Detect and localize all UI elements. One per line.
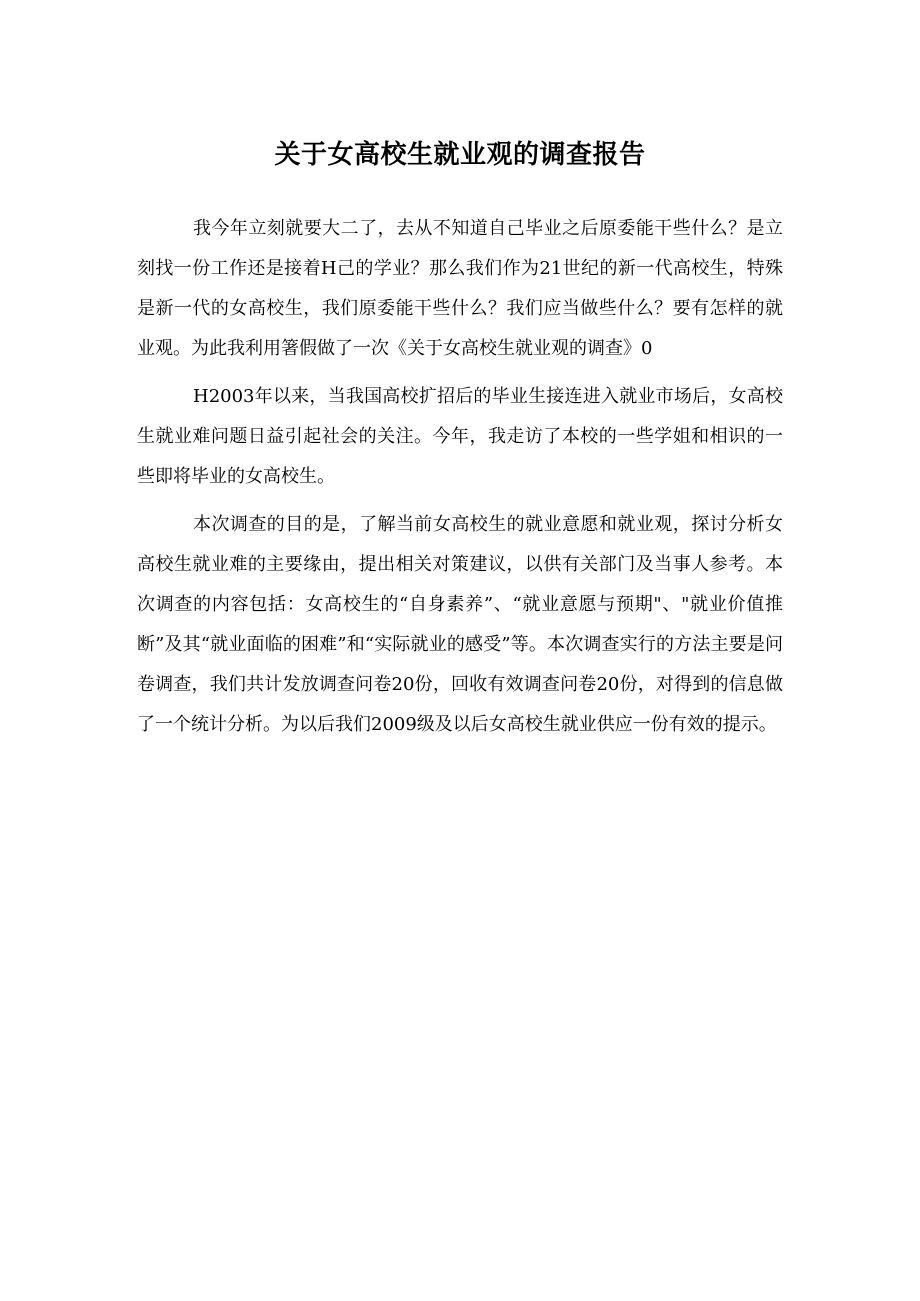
paragraph-survey-purpose: 本次调查的目的是，了解当前女高校生的就业意愿和就业观，探讨分析女高校生就业难的主要缘由，提出相关对策建议，以供有关部门及当事人参考。本次调查的内容包括：女高校生的“自身素养”、“就业意愿与预期"、"就业价值推断”及其“就业面临的困难”和“实际就业的感受”等。本次调查实行的方法主要是问卷调查，我们共计发放调查问卷20份，回收有效调查问卷20份，对得到的信息做了一个统计分析。为以后我们2009级及以后女高校生就业供应一份有效的提示。 xyxy=(137,514,783,735)
paragraph-intro: 我今年立刻就要大二了，去从不知道自己毕业之后原委能干些什么？是立刻找一份工作还是接着H己的学业？那么我们作为21世纪的新一代高校生，特殊是新一代的女高校生，我们原委能干些什么？我们应当做些什么？要有怎样的就业观。为此我利用箸假做了一次《关于女高校生就业观的调查》0 xyxy=(137,218,783,359)
document-body xyxy=(137,209,783,745)
paragraph-background: H2003年以来，当我国高校扩招后的毕业生接连进入就业市场后，女高校生就业难问题日益引起社会的关注。今年，我走访了本校的一些学姐和相识的一些即将毕业的女高校生。 xyxy=(137,386,783,487)
document-title: 关于女高校生就业观的调查报告 xyxy=(274,140,646,171)
